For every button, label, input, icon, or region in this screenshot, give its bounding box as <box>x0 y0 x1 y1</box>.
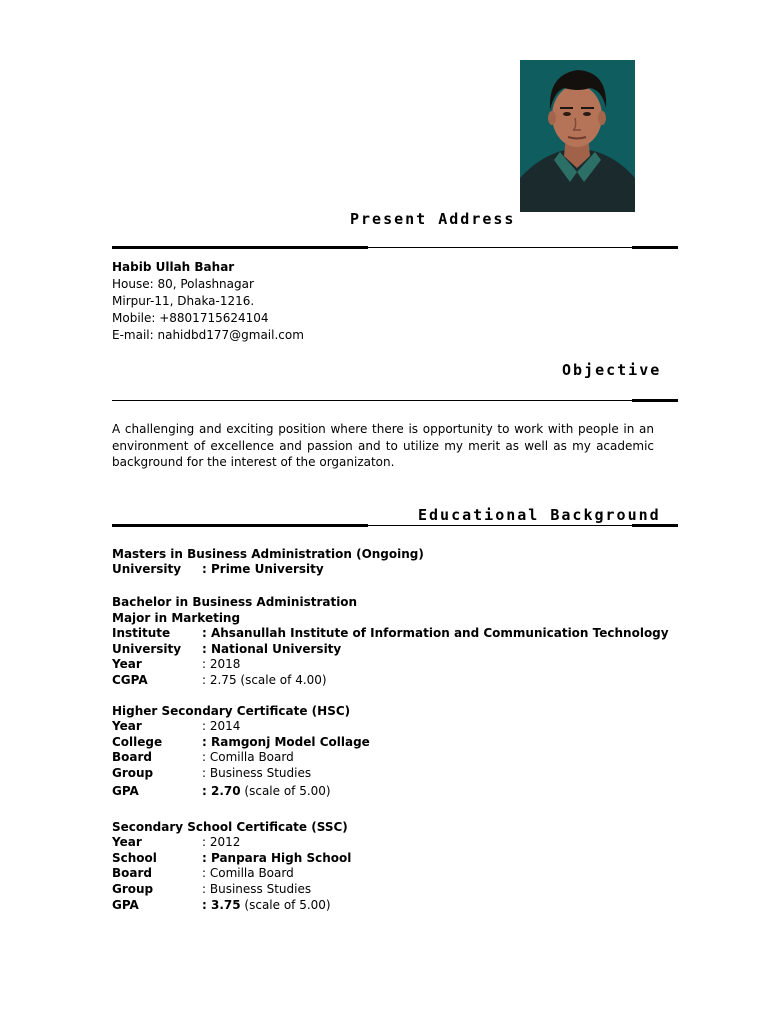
institute-row <box>112 626 669 642</box>
profile-photo <box>520 60 635 212</box>
year-row <box>112 657 669 673</box>
cgpa-row <box>112 673 669 689</box>
field-label: School <box>112 850 157 865</box>
field-value: : Business Studies <box>202 882 312 897</box>
field-label: Institute <box>112 626 171 640</box>
year-row <box>112 835 351 851</box>
objective-text: A challenging and exciting position where there is opportunity to work with people in an environment of excellence and passion and to utilize my merit as well as my academic background for the interest of the organizaton. <box>112 422 654 469</box>
field-value: : 2014 <box>202 719 241 733</box>
university-row <box>112 642 669 658</box>
applicant-name: Habib Ullah Bahar <box>112 260 235 274</box>
degree-title: Higher Secondary Certificate (HSC) <box>112 704 351 718</box>
college-row <box>112 735 370 751</box>
field-label: Board <box>112 750 152 765</box>
field-value: : 2.75 (scale of 4.00) <box>202 673 327 688</box>
field-value <box>202 782 331 800</box>
gpa-row <box>112 898 351 914</box>
university-row <box>112 562 424 578</box>
section-divider <box>112 399 678 404</box>
gpa-value: : 3.75 <box>202 897 241 912</box>
mobile-number: Mobile: +8801715624104 <box>112 311 269 325</box>
field-label: Year <box>112 657 142 672</box>
group-row <box>112 882 351 898</box>
field-value: : Ahsanullah Institute of Information and Communication Technology <box>202 626 669 640</box>
board-row <box>112 866 351 882</box>
education-entry-hsc <box>112 703 370 800</box>
gpa-row <box>112 782 370 800</box>
field-value: : 2012 <box>202 835 241 849</box>
field-label: University <box>112 562 182 576</box>
year-row <box>112 719 370 735</box>
field-value: : Ramgonj Model Collage <box>202 734 370 749</box>
field-value <box>202 898 331 914</box>
field-label: College <box>112 734 163 749</box>
field-label: Board <box>112 866 152 881</box>
degree-title: Masters in Business Administration (Ongoing) <box>112 547 424 561</box>
address-block <box>112 259 304 344</box>
section-divider <box>112 246 678 251</box>
gpa-value: : 2.70 <box>202 783 241 798</box>
field-value: : Comilla Board <box>202 866 294 881</box>
group-row <box>112 766 370 782</box>
field-label: CGPA <box>112 673 148 688</box>
field-value: : Panpara High School <box>202 850 352 865</box>
field-label: Year <box>112 835 142 849</box>
field-label: Group <box>112 882 154 897</box>
present-address-heading: Present Address <box>350 210 516 228</box>
address-house: House: 80, Polashnagar <box>112 277 254 291</box>
degree-title: Bachelor in Business Administration <box>112 595 358 609</box>
section-divider <box>112 524 678 529</box>
field-value: : 2018 <box>202 657 241 672</box>
field-value: : Business Studies <box>202 766 312 781</box>
address-area: Mirpur-11, Dhaka-1216. <box>112 294 255 308</box>
field-label: Year <box>112 719 142 733</box>
field-value: : Comilla Board <box>202 750 294 765</box>
field-label: GPA <box>112 783 139 798</box>
gpa-scale: (scale of 5.00) <box>240 897 331 912</box>
education-entry-bba <box>112 594 669 689</box>
email-address: E-mail: nahidbd177@gmail.com <box>112 328 304 342</box>
objective-heading: Objective <box>562 361 662 379</box>
education-heading: Educational Background <box>418 506 661 524</box>
field-label: Group <box>112 766 154 781</box>
board-row <box>112 750 370 766</box>
education-entry-ssc <box>112 819 351 914</box>
school-row <box>112 851 351 867</box>
field-value: : Prime University <box>202 562 324 576</box>
field-label: GPA <box>112 897 139 912</box>
education-entry-mba <box>112 546 424 578</box>
degree-major: Major in Marketing <box>112 611 241 625</box>
gpa-scale: (scale of 5.00) <box>240 783 331 798</box>
degree-title: Secondary School Certificate (SSC) <box>112 820 348 834</box>
field-label: University <box>112 641 182 656</box>
field-value: : National University <box>202 641 342 656</box>
